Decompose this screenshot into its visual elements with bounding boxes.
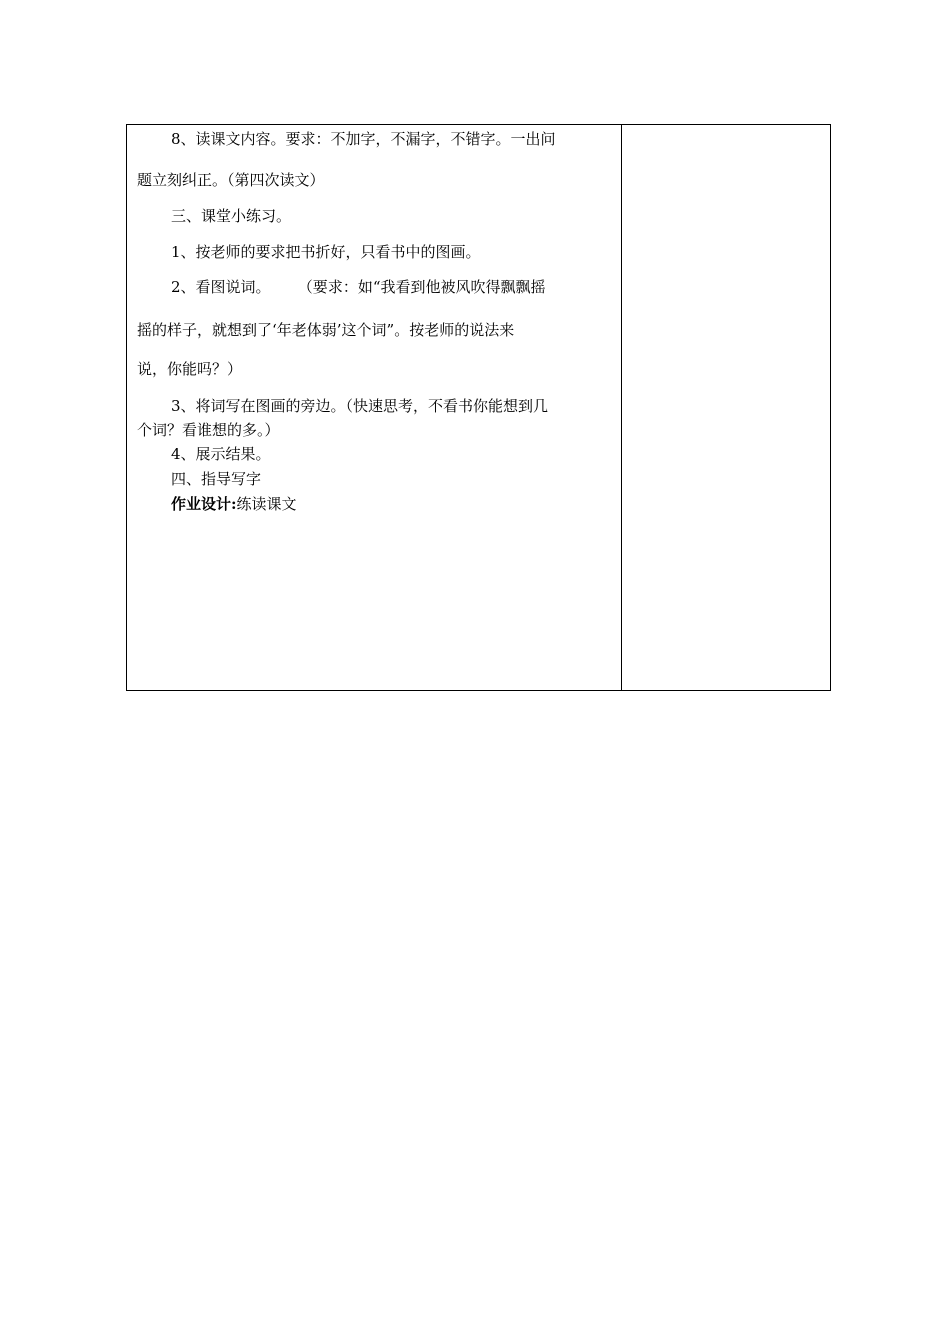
lesson-table <box>126 124 831 691</box>
notes-cell <box>622 125 830 690</box>
text-line: 个词？看谁想的多。） <box>137 421 280 439</box>
text-line: 三、课堂小练习。 <box>171 207 292 225</box>
text-line: 4、展示结果。 <box>171 445 271 463</box>
homework-text: 练读课文 <box>236 495 297 513</box>
text-line: 题立刻纠正。（第四次读文） <box>137 171 325 189</box>
text-line: 说，你能吗？） <box>137 360 243 378</box>
text-line: 8、读课文内容。要求：不加字，不漏字，不错字。一出问 <box>171 130 556 148</box>
text-line: 摇的样子，就想到了‘年老体弱’这个词”。按老师的说法来 <box>137 321 515 339</box>
text-line: 2、看图说词。 （要求：如“我看到他被风吹得飘飘摇 <box>171 278 546 296</box>
text-line: 1、按老师的要求把书折好，只看书中的图画。 <box>171 243 481 261</box>
homework-line <box>171 494 613 514</box>
homework-label: 作业设计: <box>171 495 237 513</box>
lesson-content-cell <box>127 125 622 690</box>
text-line: 四、指导写字 <box>171 470 262 488</box>
text-line: 3、将词写在图画的旁边。（快速思考，不看书你能想到几 <box>171 397 549 415</box>
